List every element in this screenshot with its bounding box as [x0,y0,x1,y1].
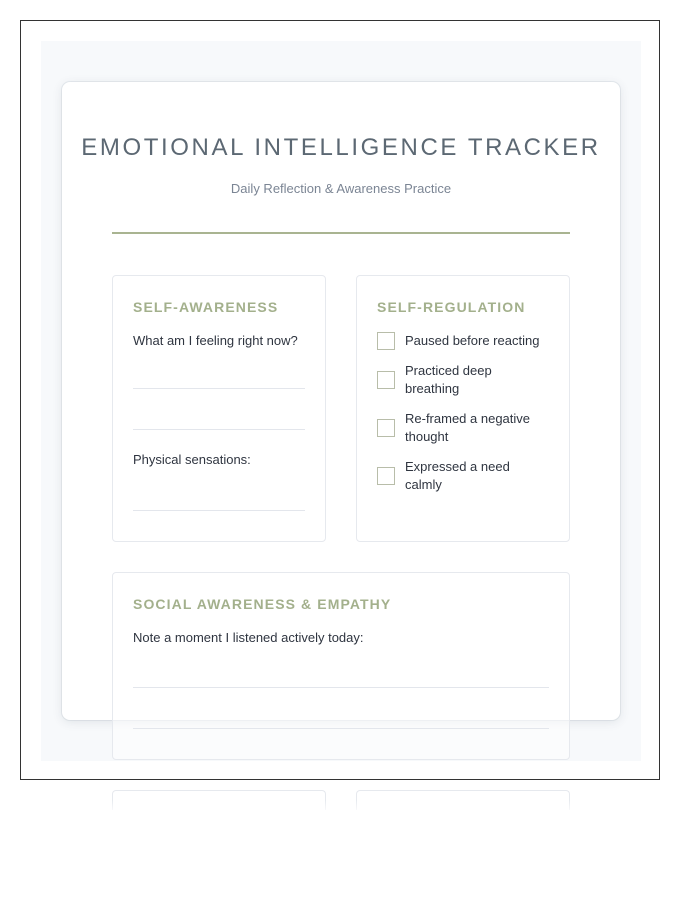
checklist-item[interactable] [377,362,557,398]
checklist-item-label: Re-framed a negative thought [405,411,531,444]
feeling-answer-line-1[interactable] [133,388,305,389]
checklist-item[interactable] [377,410,557,446]
listened-answer-line-2[interactable] [133,728,549,729]
section-title: SELF-AWARENESS [133,299,279,315]
checklist-item-label: Paused before reacting [405,333,540,348]
section-title: SOCIAL AWARENESS & EMPATHY [133,596,392,612]
feeling-answer-line-2[interactable] [133,429,305,430]
section-self-regulation [356,275,570,542]
checkbox[interactable] [377,467,395,485]
listened-answer-line-1[interactable] [133,687,549,688]
checklist-item[interactable] [377,458,557,494]
prompt-feeling-label: What am I feeling right now? [133,333,298,348]
prompt-sensations-label: Physical sensations: [133,452,251,467]
checkbox[interactable] [377,419,395,437]
section-social-awareness [112,572,570,760]
checklist-item[interactable] [377,332,557,350]
sensations-answer-line[interactable] [133,510,305,511]
prompt-listened-label: Note a moment I listened actively today: [133,630,364,645]
overflow-fade [100,800,600,814]
section-self-awareness [112,275,326,542]
checkbox[interactable] [377,371,395,389]
checklist-item-label: Practiced deep breathing [405,363,492,396]
page-subtitle: Daily Reflection & Awareness Practice [230,181,452,196]
section-title: SELF-REGULATION [377,299,526,315]
checkbox[interactable] [377,332,395,350]
checklist-item-label: Expressed a need calmly [405,459,510,492]
header-divider [112,232,570,234]
page-title: EMOTIONAL INTELLIGENCE TRACKER [81,134,601,161]
